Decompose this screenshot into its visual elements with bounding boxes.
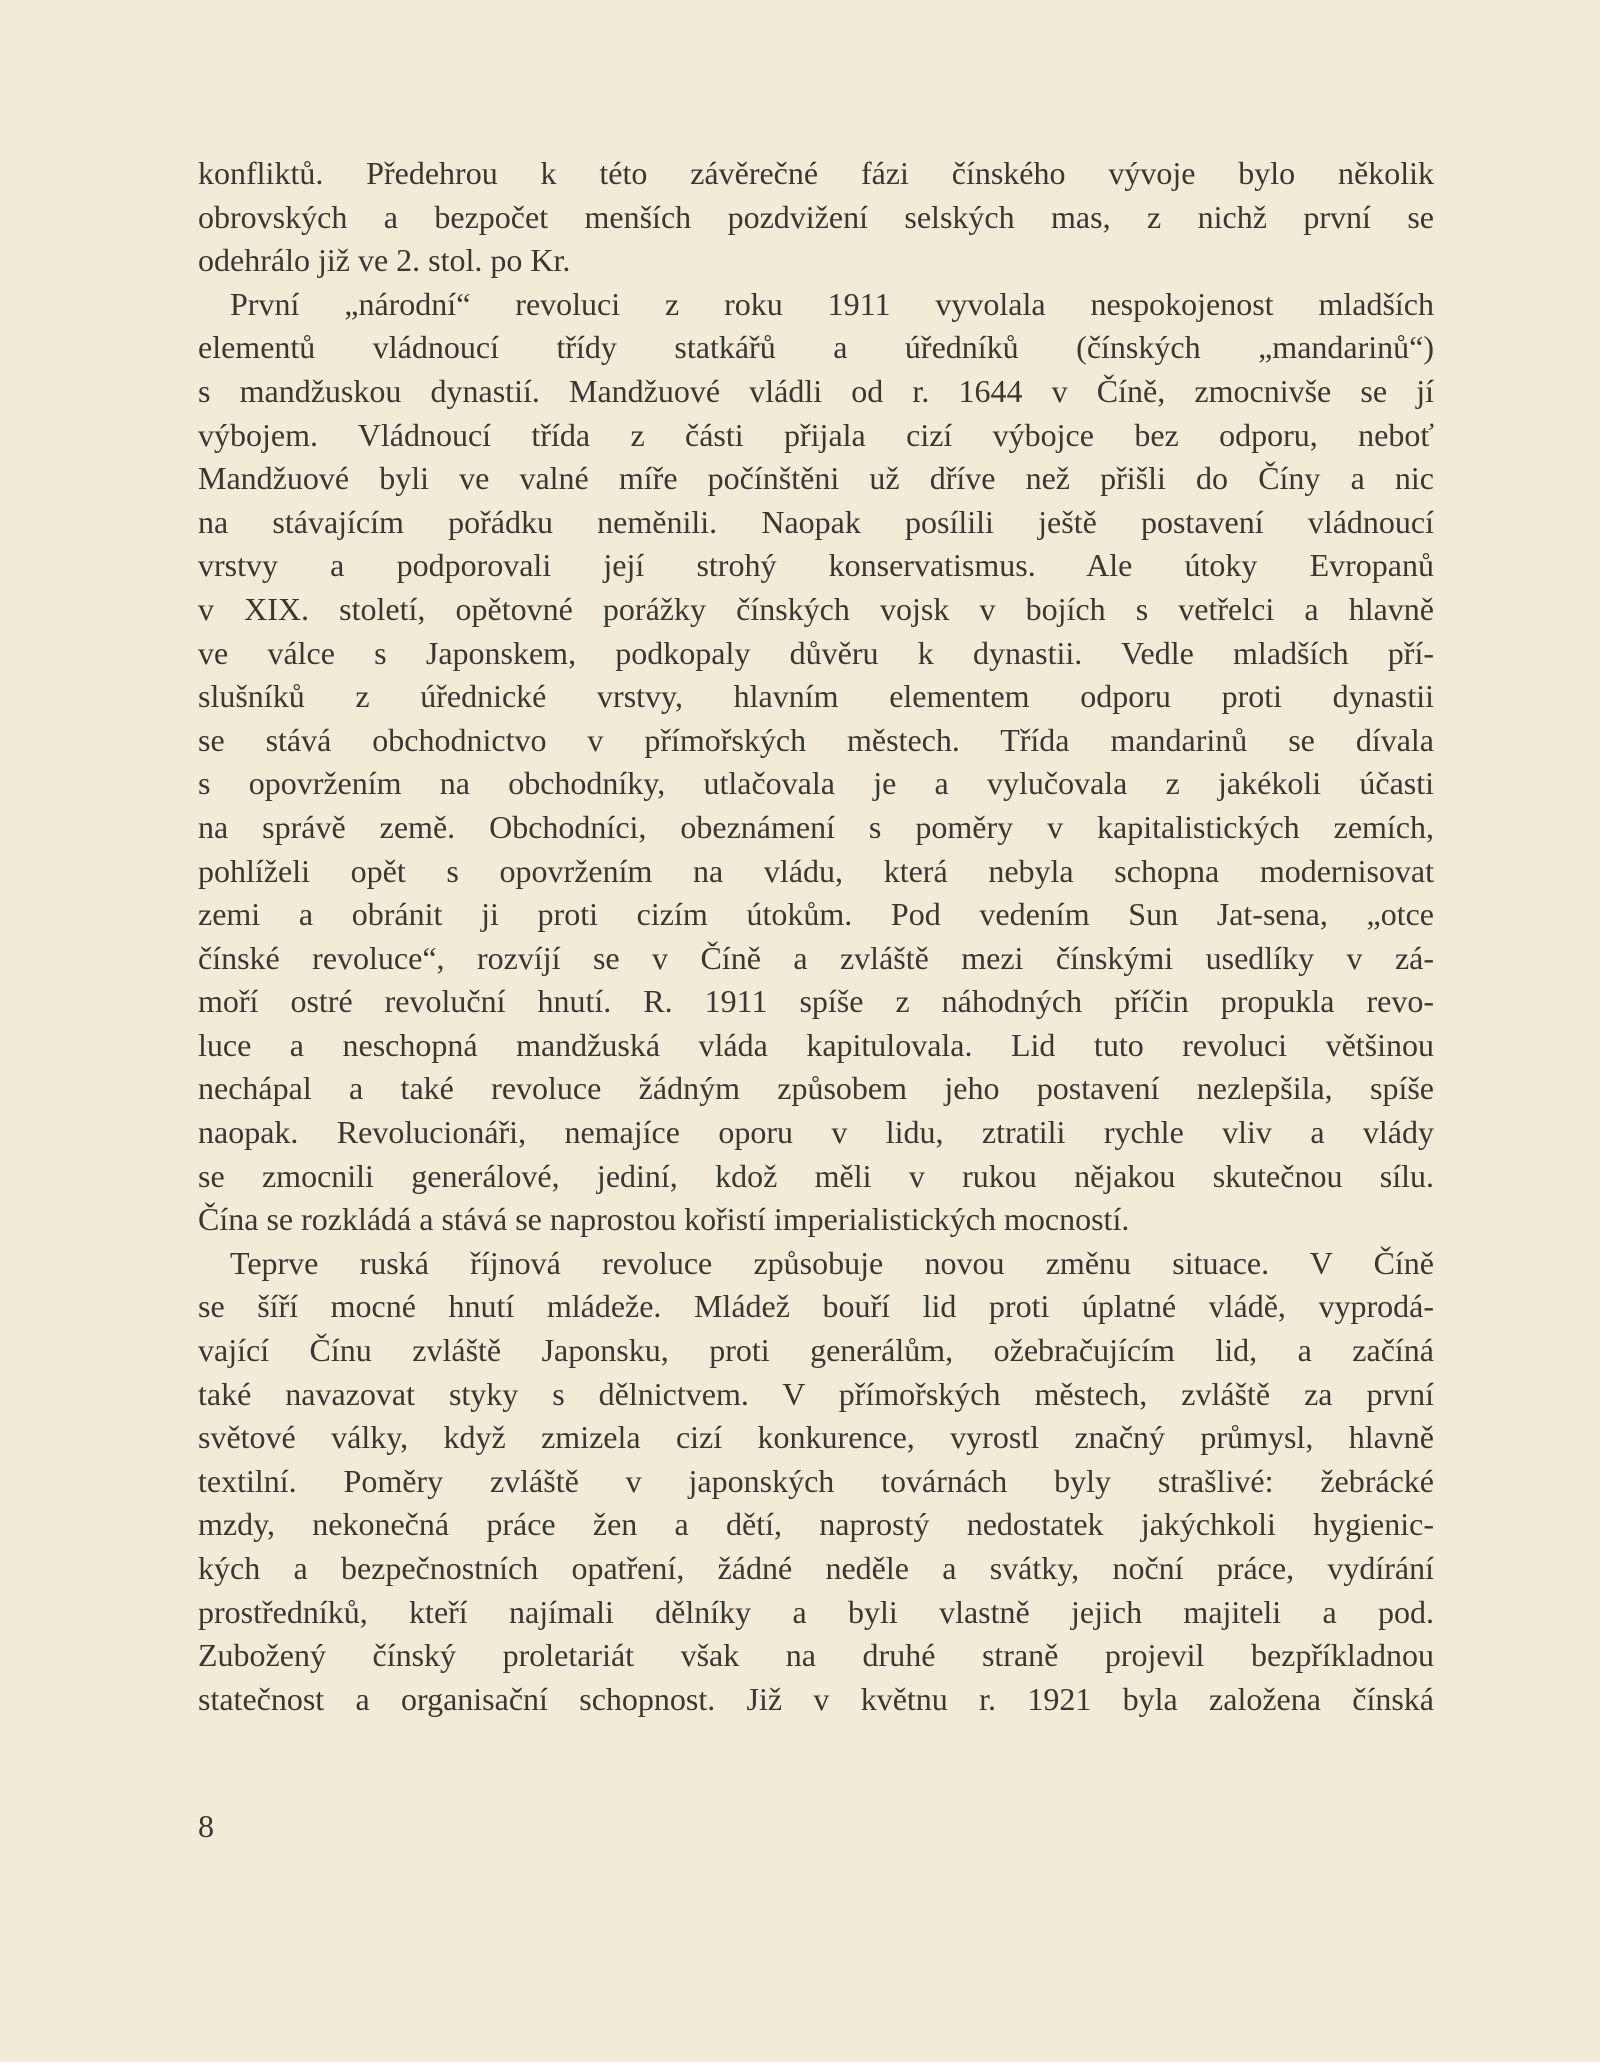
text-line: pohlíželi opět s opovržením na vládu, která nebyla schopna modernisovat bbox=[198, 852, 1434, 889]
text-line: moří ostré revoluční hnutí. R. 1911 spíše z náhodných příčin propukla revo- bbox=[198, 983, 1434, 1020]
text-line: textilní. Poměry zvláště v japonských továrnách byly strašlivé: žebrácké bbox=[198, 1462, 1434, 1499]
text-line: mzdy, nekonečná práce žen a dětí, naprostý nedostatek jakýchkoli hygienic- bbox=[198, 1506, 1434, 1543]
text-line: obrovských a bezpočet menších pozdvižení selských mas, z nichž první se bbox=[198, 198, 1434, 235]
text-line: Zubožený čínský proletariát však na druhé straně projevil bezpříkladnou bbox=[198, 1637, 1434, 1674]
text-line: nechápal a také revoluce žádným způsobem jeho postavení nezlepšila, spíše bbox=[198, 1070, 1434, 1107]
body-text bbox=[198, 152, 1434, 1721]
text-line: výbojem. Vládnoucí třída z části přijala cizí výbojce bez odporu, neboť bbox=[198, 416, 1434, 453]
text-line: se zmocnili generálové, jediní, kdož měli v rukou nějakou skutečnou sílu. bbox=[198, 1157, 1434, 1194]
text-line: luce a neschopná mandžuská vláda kapitulovala. Lid tuto revoluci většinou bbox=[198, 1026, 1434, 1063]
page-number: 8 bbox=[198, 1808, 214, 1844]
text-line: ve válce s Japonskem, podkopaly důvěru k dynastii. Vedle mladších pří- bbox=[198, 634, 1434, 671]
text-line: odehrálo již ve 2. stol. po Kr. bbox=[198, 242, 571, 279]
text-line: v XIX. století, opětovné porážky čínských vojsk v bojích s vetřelci a hlavně bbox=[198, 590, 1434, 627]
text-line: Teprve ruská říjnová revoluce způsobuje novou změnu situace. V Číně bbox=[230, 1244, 1434, 1281]
text-line: elementů vládnoucí třídy statkářů a úředníků (čínských „mandarinů“) bbox=[198, 329, 1434, 366]
text-line: se šíří mocné hnutí mládeže. Mládež bouří lid proti úplatné vládě, vyprodá- bbox=[198, 1288, 1434, 1325]
text-line: na stávajícím pořádku neměnili. Naopak posílili ještě postavení vládnoucí bbox=[198, 503, 1434, 540]
text-line: vající Čínu zvláště Japonsku, proti generálům, ožebračujícím lid, a začíná bbox=[198, 1332, 1434, 1369]
text-line: Čína se rozkládá a stává se naprostou kořistí imperialistických mocností. bbox=[198, 1201, 1130, 1238]
text-line: prostředníků, kteří najímali dělníky a byli vlastně jejich majiteli a pod. bbox=[198, 1593, 1434, 1630]
text-line: s mandžuskou dynastií. Mandžuové vládli od r. 1644 v Číně, zmocnivše se jí bbox=[198, 372, 1434, 409]
text-line: konfliktů. Předehrou k této závěrečné fázi čínského vývoje bylo několik bbox=[198, 155, 1434, 191]
text-line: s opovržením na obchodníky, utlačovala je a vylučovala z jakékoli účasti bbox=[198, 765, 1434, 802]
text-line: zemi a obránit ji proti cizím útokům. Pod vedením Sun Jat-sena, „otce bbox=[198, 896, 1434, 933]
text-line: slušníků z úřednické vrstvy, hlavním elementem odporu proti dynastii bbox=[198, 678, 1434, 715]
text-line: Mandžuové byli ve valné míře počínštěni už dříve než přišli do Číny a nic bbox=[198, 460, 1434, 497]
text-line: vrstvy a podporovali její strohý konservatismus. Ale útoky Evropanů bbox=[198, 547, 1434, 584]
text-line: na správě země. Obchodníci, obeznámení s poměry v kapitalistických zemích, bbox=[198, 808, 1434, 845]
text-line: naopak. Revolucionáři, nemajíce oporu v lidu, ztratili rychle vliv a vlády bbox=[198, 1114, 1434, 1151]
text-line: také navazovat styky s dělnictvem. V přímořských městech, zvláště za první bbox=[198, 1375, 1434, 1412]
text-line: čínské revoluce“, rozvíjí se v Číně a zvláště mezi čínskými usedlíky v zá- bbox=[198, 939, 1434, 976]
text-line: První „národní“ revoluci z roku 1911 vyvolala nespokojenost mladších bbox=[230, 285, 1434, 322]
text-line: se stává obchodnictvo v přímořských městech. Třída mandarinů se dívala bbox=[198, 721, 1434, 758]
text-line: kých a bezpečnostních opatření, žádné neděle a svátky, noční práce, vydírání bbox=[198, 1550, 1434, 1586]
text-line: statečnost a organisační schopnost. Již v květnu r. 1921 byla založena čínská bbox=[198, 1680, 1434, 1717]
text-line: světové války, když zmizela cizí konkurence, vyrostl značný průmysl, hlavně bbox=[198, 1419, 1434, 1456]
